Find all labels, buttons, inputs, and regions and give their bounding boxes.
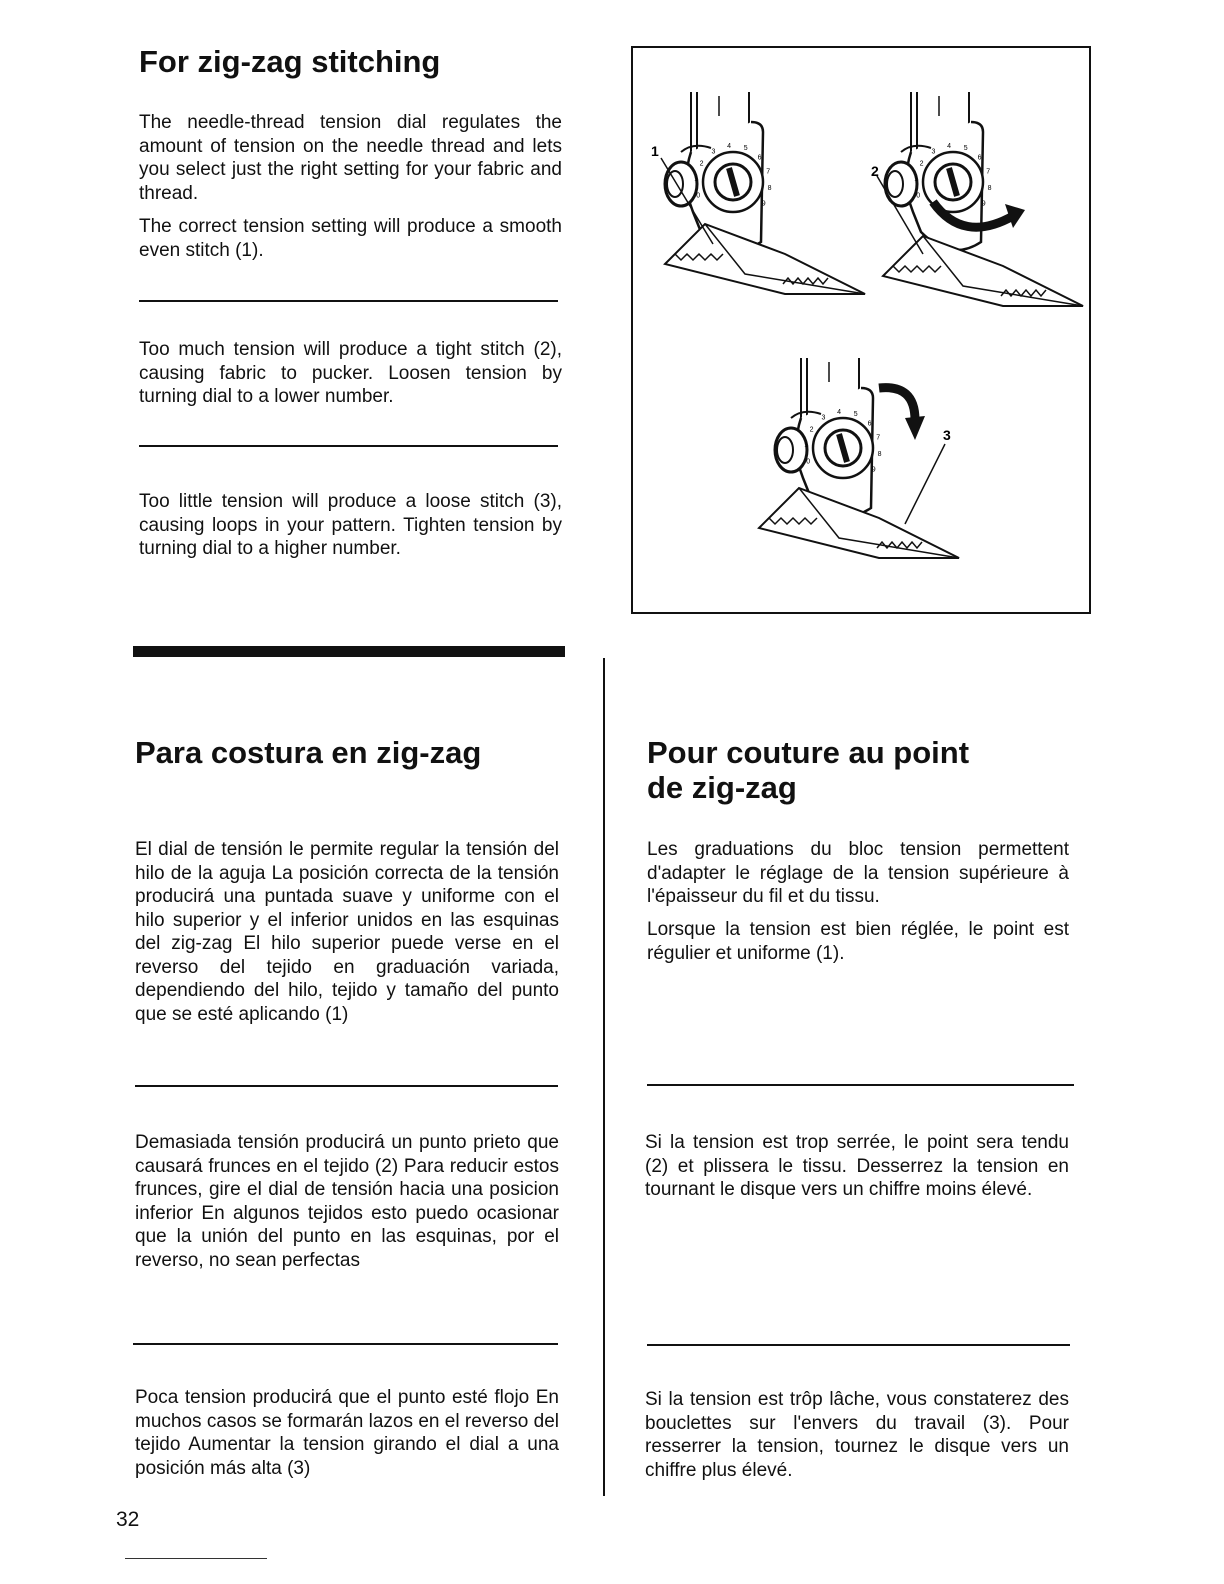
dial-number-label: 3 — [711, 148, 716, 156]
french-paragraph-correct: Lorsque la tension est bien réglée, le point est régulier et uniforme (1). — [647, 919, 1069, 964]
dial-number-label: 2 — [809, 426, 814, 434]
column-divider — [603, 658, 605, 1496]
spanish-divider-1 — [135, 1085, 558, 1087]
dial-number-label: 8 — [767, 185, 772, 193]
dial-number-label: 0 — [696, 192, 701, 200]
dial-number-label: 6 — [977, 154, 982, 162]
dial-number-label: 2 — [919, 160, 924, 168]
dial-number-label: 7 — [986, 168, 991, 176]
dial-number-label: 9 — [981, 200, 986, 208]
footer-rule — [125, 1558, 267, 1559]
spanish-paragraph-intro: El dial de tensión le permite regular la tensión del hilo de la aguja La posición correcta de la tensión producirá una puntada suave y uniforme con el hilo superior y el inferior unidos en las esquinas del zig-zag El hilo superior puede verse en el reverso del tejido en graduación variada, dependiendo del hilo, tejido y tamaño del punto que se esté aplicando (1) — [135, 839, 559, 1025]
callout-3: 3 — [943, 427, 951, 443]
callout-2: 2 — [871, 163, 879, 179]
page-number: 32 — [116, 1508, 140, 1531]
dial-number-label: 7 — [766, 168, 771, 176]
dial-figure-2 — [871, 92, 1083, 306]
dial-number-label: 9 — [871, 466, 876, 474]
dial-number-label: 4 — [727, 143, 732, 151]
dial-number-label: 8 — [987, 185, 992, 193]
dial-number-label: 0 — [806, 458, 811, 466]
french-paragraph-intro: Les graduations du bloc tension permettent d'adapter le réglage de la tension supérieure à l'épaisseur du fil et du tissu. — [647, 839, 1069, 907]
spanish-divider-2 — [133, 1343, 558, 1345]
french-divider-2 — [647, 1344, 1070, 1346]
dial-number-label: 3 — [931, 148, 936, 156]
dial-figure-1 — [651, 92, 865, 294]
spanish-title: Para costura en zig-zag — [135, 735, 482, 770]
french-paragraph-too-little: Si la tension est trôp lâche, vous constaterez des bouclettes sur l'envers du travail (3). Pour resserrer la tension, tournez le disque vers un chiffre plus élevé. — [645, 1389, 1069, 1481]
french-paragraph-too-much: Si la tension est trop serrée, le point sera tendu (2) et plissera le tissu. Desserrez la tension en tournant le disque vers un chiffre moins élevé. — [645, 1132, 1069, 1200]
english-title: For zig-zag stitching — [139, 44, 441, 79]
dial-number-label: 5 — [743, 145, 748, 153]
dial-number-label: 6 — [757, 154, 762, 162]
english-paragraph-correct: The correct tension setting will produce a smooth even stitch (1). — [139, 216, 562, 261]
english-paragraph-too-little: Too little tension will produce a loose stitch (3), causing loops in your pattern. Tighten tension by turning dial to a higher number. — [139, 491, 562, 559]
dial-number-label: 1 — [804, 442, 809, 450]
dial-number-label: 7 — [876, 434, 881, 442]
english-divider-1 — [139, 300, 558, 302]
dial-number-label: 2 — [699, 160, 704, 168]
dial-number-label: 1 — [694, 176, 699, 184]
dial-number-label: 4 — [947, 143, 952, 151]
spanish-paragraph-too-much: Demasiada tensión producirá un punto prieto que causará frunces en el tejido (2) Para reducir estos frunces, gire el dial de tensión hacia una posicion inferior En algunos tejidos esto puedo ocasionar que la unión del punto en las esquinas, por el reverso, no sean perfectas — [135, 1132, 559, 1271]
french-divider-1 — [647, 1084, 1074, 1086]
english-paragraph-too-much: Too much tension will produce a tight stitch (2), causing fabric to pucker. Loosen tension by turning dial to a lower number. — [139, 339, 562, 407]
dial-number-label: 8 — [877, 451, 882, 459]
callout-1: 1 — [651, 143, 659, 159]
dial-number-label: 1 — [914, 176, 919, 184]
tension-dial-illustration — [633, 48, 1089, 612]
english-divider-2 — [139, 445, 558, 447]
french-title-line-1: Pour couture au point — [647, 735, 970, 770]
english-paragraph-intro: The needle-thread tension dial regulates the amount of tension on the needle thread and lets you select just the right setting for your fabric and thread. — [139, 112, 562, 204]
dial-number-label: 5 — [853, 411, 858, 419]
spanish-paragraph-too-little: Poca tension producirá que el punto esté flojo En muchos casos se formarán lazos en el reverso del tejido Aumentar la tension girando el dial a una posición más alta (3) — [135, 1387, 559, 1479]
french-title-line-2: de zig-zag — [647, 770, 797, 805]
illustration-frame — [631, 46, 1091, 614]
dial-figure-3 — [759, 358, 959, 558]
dial-number-label: 6 — [867, 420, 872, 428]
dial-number-label: 5 — [963, 145, 968, 153]
dial-number-label: 4 — [837, 409, 842, 417]
arrow-clockwise-icon — [879, 388, 915, 420]
dial-number-label: 9 — [761, 200, 766, 208]
dial-number-label: 0 — [916, 192, 921, 200]
section-divider-bar — [133, 646, 565, 657]
dial-number-label: 3 — [821, 414, 826, 422]
